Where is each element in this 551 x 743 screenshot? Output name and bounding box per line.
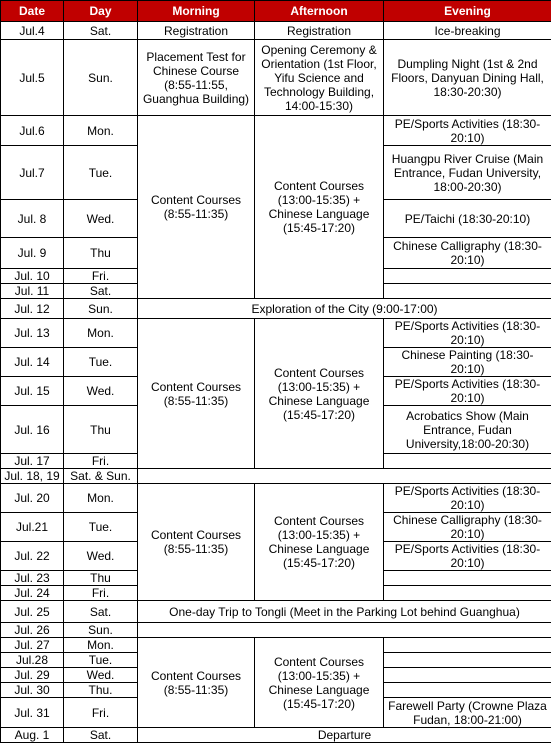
date-cell: Jul. 22 (1, 542, 64, 571)
afternoon-content-courses: Content Courses (13:00-15:35) + Chinese Language (15:45-17:20) (255, 116, 384, 299)
date-cell: Jul.7 (1, 146, 64, 200)
afternoon-content-courses: Content Courses (13:00-15:35) + Chinese Language (15:45-17:20) (255, 638, 384, 728)
date-cell: Jul. 10 (1, 269, 64, 284)
date-cell: Jul. 20 (1, 484, 64, 513)
date-cell: Aug. 1 (1, 728, 64, 743)
date-cell: Jul. 30 (1, 683, 64, 698)
day-cell: Sat. & Sun. (64, 469, 138, 484)
evening-cell: Huangpu River Cruise (Main Entrance, Fudan University, 18:00-20:30) (384, 146, 551, 200)
morning-content-courses: Content Courses (8:55-11:35) (138, 638, 255, 728)
afternoon-content-courses: Content Courses (13:00-15:35) + Chinese Language (15:45-17:20) (255, 484, 384, 601)
table-row (1, 40, 551, 116)
day-cell: Fri. (64, 269, 138, 284)
day-cell: Tue. (64, 653, 138, 668)
date-cell: Jul. 31 (1, 698, 64, 728)
day-cell: Sat. (64, 22, 138, 40)
date-cell: Jul. 18, 19 (1, 469, 64, 484)
evening-cell: PE/Sports Activities (18:30-20:10) (384, 116, 551, 146)
evening-cell (384, 653, 551, 668)
evening-cell: Acrobatics Show (Main Entrance, Fudan University,18:00-20:30) (384, 406, 551, 454)
day-cell: Sun. (64, 623, 138, 638)
evening-cell: Chinese Calligraphy (18:30-20:10) (384, 513, 551, 542)
day-cell: Wed. (64, 200, 138, 238)
evening-cell (384, 668, 551, 683)
date-cell: Jul. 29 (1, 668, 64, 683)
header-afternoon: Afternoon (255, 1, 384, 22)
day-cell: Wed. (64, 542, 138, 571)
evening-cell: PE/Sports Activities (18:30-20:10) (384, 484, 551, 513)
header-evening: Evening (384, 1, 551, 22)
table-row (1, 623, 551, 638)
date-cell: Jul. 27 (1, 638, 64, 653)
date-cell: Jul.6 (1, 116, 64, 146)
evening-cell (384, 269, 551, 284)
evening-cell: Chinese Painting (18:30-20:10) (384, 348, 551, 377)
day-cell: Wed. (64, 377, 138, 406)
table-row (1, 484, 551, 513)
day-cell: Tue. (64, 513, 138, 542)
date-cell: Jul. 15 (1, 377, 64, 406)
afternoon-content-courses: Content Courses (13:00-15:35) + Chinese Language (15:45-17:20) (255, 319, 384, 469)
day-cell: Thu (64, 238, 138, 269)
afternoon-cell: Opening Ceremony & Orientation (1st Floor, Yifu Science and Technology Building, 14:00-15:30) (255, 40, 384, 116)
evening-cell: Ice-breaking (384, 22, 551, 40)
morning-content-courses: Content Courses (8:55-11:35) (138, 484, 255, 601)
morning-content-courses: Content Courses (8:55-11:35) (138, 116, 255, 299)
date-cell: Jul.5 (1, 40, 64, 116)
full-day-activity: One-day Trip to Tongli (Meet in the Parking Lot behind Guanghua) (138, 601, 551, 623)
table-row (1, 319, 551, 348)
day-cell: Mon. (64, 638, 138, 653)
evening-cell (384, 638, 551, 653)
day-cell: Wed. (64, 668, 138, 683)
full-day-activity: Exploration of the City (9:00-17:00) (138, 299, 551, 319)
date-cell: Jul. 11 (1, 284, 64, 299)
evening-cell (384, 571, 551, 586)
evening-cell (384, 454, 551, 469)
day-cell: Tue. (64, 348, 138, 377)
header-row (1, 1, 551, 22)
day-cell: Fri. (64, 698, 138, 728)
date-cell: Jul. 8 (1, 200, 64, 238)
morning-cell: Registration (138, 22, 255, 40)
evening-cell: Farewell Party (Crowne Plaza Fudan, 18:00-21:00) (384, 698, 551, 728)
full-day-activity (138, 623, 551, 638)
date-cell: Jul. 14 (1, 348, 64, 377)
header-day: Day (64, 1, 138, 22)
date-cell: Jul. 26 (1, 623, 64, 638)
day-cell: Mon. (64, 116, 138, 146)
day-cell: Fri. (64, 454, 138, 469)
date-cell: Jul. 16 (1, 406, 64, 454)
day-cell: Sat. (64, 284, 138, 299)
date-cell: Jul. 23 (1, 571, 64, 586)
table-row (1, 299, 551, 319)
evening-cell: PE/Sports Activities (18:30-20:10) (384, 542, 551, 571)
day-cell: Sat. (64, 728, 138, 743)
date-cell: Jul. 12 (1, 299, 64, 319)
evening-cell: PE/Taichi (18:30-20:10) (384, 200, 551, 238)
evening-cell: Dumpling Night (1st & 2nd Floors, Danyuan Dining Hall, 18:30-20:30) (384, 40, 551, 116)
table-row (1, 638, 551, 653)
evening-cell: Chinese Calligraphy (18:30-20:10) (384, 238, 551, 269)
date-cell: Jul. 24 (1, 586, 64, 601)
day-cell: Thu. (64, 683, 138, 698)
header-date: Date (1, 1, 64, 22)
date-cell: Jul. 17 (1, 454, 64, 469)
day-cell: Fri. (64, 586, 138, 601)
evening-cell: PE/Sports Activities (18:30-20:10) (384, 377, 551, 406)
date-cell: Jul. 9 (1, 238, 64, 269)
header-morning: Morning (138, 1, 255, 22)
day-cell: Thu (64, 406, 138, 454)
table-row (1, 469, 551, 484)
evening-cell (384, 586, 551, 601)
table-row (1, 728, 551, 743)
day-cell: Sun. (64, 40, 138, 116)
morning-content-courses: Content Courses (8:55-11:35) (138, 319, 255, 469)
full-day-activity: Departure (138, 728, 551, 743)
day-cell: Tue. (64, 146, 138, 200)
table-row (1, 22, 551, 40)
date-cell: Jul.4 (1, 22, 64, 40)
day-cell: Sat. (64, 601, 138, 623)
date-cell: Jul.21 (1, 513, 64, 542)
evening-cell: PE/Sports Activities (18:30-20:10) (384, 319, 551, 348)
table-row (1, 116, 551, 146)
evening-cell (384, 683, 551, 698)
afternoon-cell: Registration (255, 22, 384, 40)
full-day-activity (138, 469, 551, 484)
day-cell: Thu (64, 571, 138, 586)
evening-cell (384, 284, 551, 299)
morning-cell: Placement Test for Chinese Course (8:55-11:55, Guanghua Building) (138, 40, 255, 116)
date-cell: Jul. 25 (1, 601, 64, 623)
day-cell: Sun. (64, 299, 138, 319)
day-cell: Mon. (64, 484, 138, 513)
date-cell: Jul.28 (1, 653, 64, 668)
table-row (1, 601, 551, 623)
date-cell: Jul. 13 (1, 319, 64, 348)
day-cell: Mon. (64, 319, 138, 348)
